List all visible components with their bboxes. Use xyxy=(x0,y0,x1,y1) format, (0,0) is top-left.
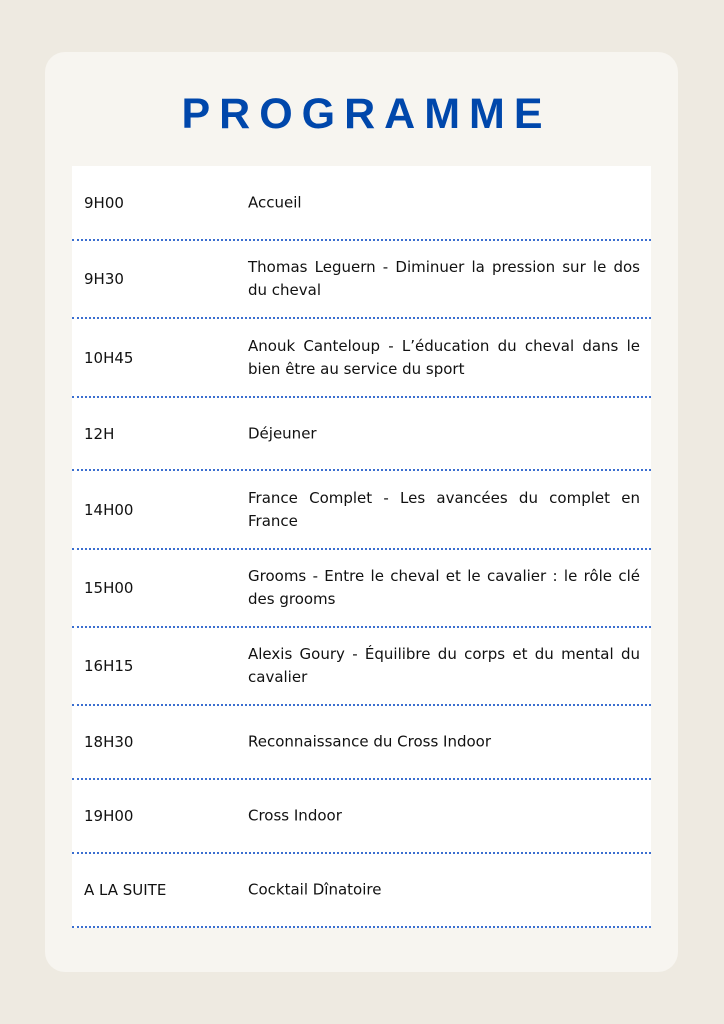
row-time: 15H00 xyxy=(84,579,134,597)
row-time: 19H00 xyxy=(84,807,134,825)
table-row xyxy=(72,854,651,928)
table-row xyxy=(72,628,651,706)
row-time: 12H xyxy=(84,424,115,443)
schedule-table xyxy=(72,166,651,928)
row-description: Anouk Canteloup - L’éducation du cheval dans le bien être au service du sport xyxy=(248,336,640,378)
row-description: Accueil xyxy=(248,193,302,211)
row-description: Cross Indoor xyxy=(248,806,342,825)
row-description: Déjeuner xyxy=(248,424,317,442)
table-row xyxy=(72,319,651,398)
table-row xyxy=(72,780,651,854)
row-time: 9H00 xyxy=(84,193,124,212)
table-row xyxy=(72,241,651,319)
row-time: A LA SUITE xyxy=(84,881,167,899)
row-description: Grooms - Entre le cheval et le cavalier : le rôle clé des grooms xyxy=(248,567,640,608)
row-time: 10H45 xyxy=(84,348,134,367)
row-time: 14H00 xyxy=(84,500,134,519)
row-time: 16H15 xyxy=(84,657,134,675)
table-row xyxy=(72,166,651,241)
page-title: PROGRAMME xyxy=(181,90,552,138)
row-description: France Complet - Les avancées du complet en France xyxy=(248,488,640,530)
row-description: Cocktail Dînatoire xyxy=(248,880,382,899)
table-row xyxy=(72,471,651,550)
row-description: Reconnaissance du Cross Indoor xyxy=(248,732,492,751)
table-row xyxy=(72,550,651,628)
row-description: Thomas Leguern - Diminuer la pression sur le dos du cheval xyxy=(248,258,640,299)
row-time: 18H30 xyxy=(84,733,134,751)
row-description: Alexis Goury - Équilibre du corps et du mental du cavalier xyxy=(248,645,640,686)
table-row xyxy=(72,398,651,471)
row-time: 9H30 xyxy=(84,270,124,288)
table-row xyxy=(72,706,651,780)
